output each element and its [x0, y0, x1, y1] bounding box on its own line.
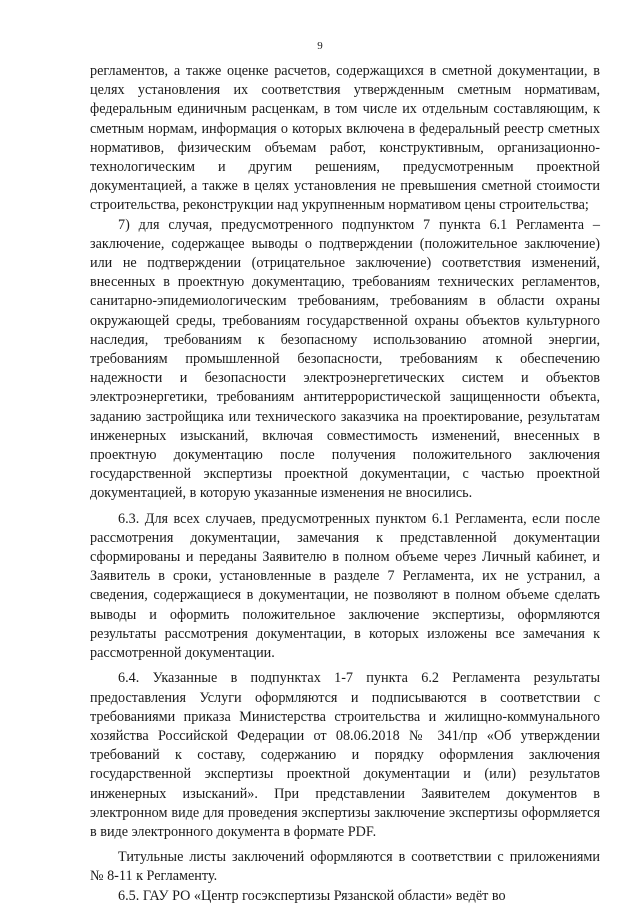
paragraph-section-6-5: 6.5. ГАУ РО «Центр госэкспертизы Рязанской области» ведёт во [118, 887, 506, 904]
document-body [90, 62, 600, 906]
paragraph-continuation: регламентов, а также оценке расчетов, содержащихся в сметной документации, в целях установления их соответствия утвержденным сметным нормативам, федеральным единичным расценкам, в том числе их отдельным составляющим, к сметным нормам, информация о которых включена в федеральный реестр сметных нормативов, физическим объемам работ, конструктивным, организационно-технологическим и другим решениям, предусмотренным проектной документацией, а также в целях установления не превышения сметной стоимости строительства, реконструкции над укрупненным нормативом цены строительства; [90, 63, 600, 214]
page-number: 9 [317, 40, 323, 52]
paragraph-item-7: 7) для случая, предусмотренного подпунктом 7 пункта 6.1 Регламента – заключение, содержащее выводы о подтверждении (положительное заключение) или не подтверждении (отрицательное заключение) соответствия изменений, внесенных в проектную документацию, требованиям технических регламентов, санитарно-эпидемиологическим требованиям, требованиям в области охраны окружающей среды, требованиям государственной охраны объектов культурного наследия, требованиям к безопасному использованию атомной энергии, требованиям промышленной безопасности, требованиям к обеспечению надежности и безопасности электроэнергетических систем и объектов электроэнергетики, требованиям антитеррористической защищенности объекта, заданию застройщика или технического заказчика на проектирование, результатам инженерных изысканий, включая совместимость изменений, внесенных в проектную документацию после получения положительного заключения государственной экспертизы проектной документации, с частью проектной документацией, в которую указанные изменения не вносились. [90, 216, 600, 502]
paragraph-title-sheets: Титульные листы заключений оформляются в соответствии с приложениями № 8-11 к Регламенту. [90, 849, 600, 885]
paragraph-section-6-3: 6.3. Для всех случаев, предусмотренных пунктом 6.1 Регламента, если после рассмотрения документации, замечания к представленной документации сформированы и переданы Заявителю в полном объеме через Личный кабинет, и Заявитель в сроки, установленные в разделе 7 Регламента, их не устранил, а сведения, содержащиеся в документации, не позволяют в полном объеме сделать выводы и оформить положительное заключение экспертизы, оформляются результаты рассмотрения документации, в которых изложены все замечания к рассмотренной документации. [90, 510, 600, 662]
paragraph-section-6-4: 6.4. Указанные в подпунктах 1-7 пункта 6.2 Регламента результаты предоставления Услуги оформляются и подписываются в соответствии с требованиями приказа Министерства строительства и жилищно-коммунального хозяйства Российской Федерации от 08.06.2018 № 341/пр «Об утверждении требований к составу, содержанию и порядку оформления заключения государственной экспертизы проектной документации и (или) результатов инженерных изысканий». При представлении Заявителем документов в электронном виде для проведения экспертизы заключение экспертизы оформляется в виде электронного документа в формате PDF. [90, 670, 600, 840]
